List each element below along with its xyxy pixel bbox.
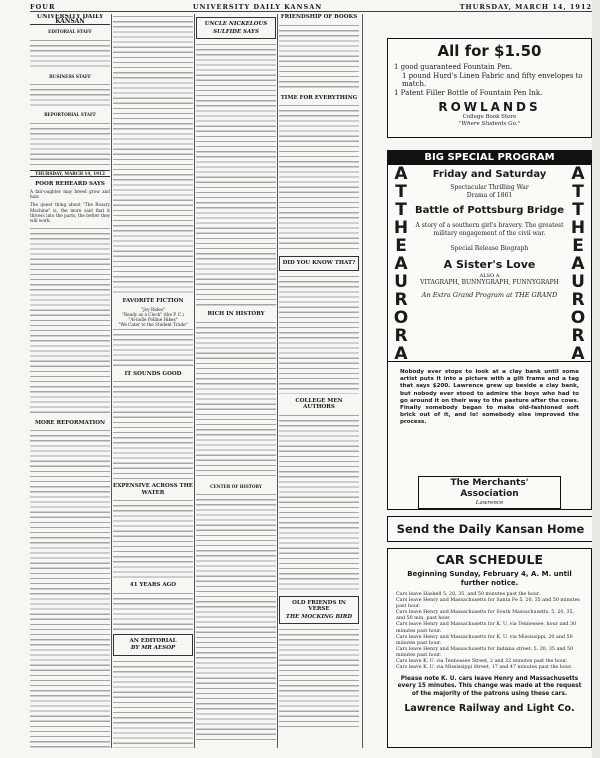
article-heading: DID YOU KNOW THAT?: [282, 260, 356, 266]
store-slogan: "Where Students Go.": [458, 120, 521, 127]
kansan-home-text: Send the Daily Kansan Home: [396, 522, 585, 536]
article-body: [196, 320, 276, 480]
dateline: THURSDAY, MARCH 14, 1912: [30, 170, 110, 177]
article-heading: OLD FRIENDS IN VERSE: [292, 599, 346, 612]
program-banner: BIG SPECIAL PROGRAM: [388, 151, 591, 165]
article-body: [279, 413, 359, 593]
aurora-letter-right: A: [571, 254, 585, 274]
aurora-vertical-right: [567, 164, 589, 364]
ad-item: 1 Patent Filler Bottle of Fountain Pen Ink.: [394, 88, 543, 97]
aurora-letter-left: A: [394, 344, 408, 364]
aurora-letter-left: A: [394, 254, 408, 274]
column-4: [279, 14, 359, 748]
aurora-letter-right: O: [570, 308, 586, 328]
article-text: The queer thing about "The Rosary Machine" is, the more said that it throws into the parts, the better they will work.: [30, 202, 110, 223]
article-body: [113, 591, 193, 631]
rowlands-ad: [387, 38, 592, 138]
aurora-vertical-left: [390, 164, 412, 364]
article-subheading: SULFIDE SAYS: [213, 28, 259, 35]
schedule-row: Cars leave Henry and Massachusetts for K. U. via Tennessee, hour and 30 minutes past hour.: [396, 622, 577, 634]
feature-box: [279, 256, 359, 271]
page-number: FOUR: [30, 2, 56, 11]
poem-title: THE MOCKING BIRD: [285, 613, 353, 620]
aurora-letter-right: H: [570, 218, 586, 238]
aurora-letter-left: R: [394, 290, 408, 310]
aurora-letter-right: R: [571, 290, 585, 310]
merchants-box: [418, 476, 561, 509]
article-body: [113, 379, 193, 479]
verse-box: [279, 596, 359, 625]
business-staff-list: [30, 82, 110, 108]
schedule-row: Cars leave K. U. via Tennessee Street, 2 and 32 minutes past the hour.: [396, 659, 568, 665]
aurora-letter-left: E: [395, 236, 407, 256]
reportorial-staff-list: [30, 121, 110, 167]
article-heading: TIME FOR EVERYTHING: [280, 94, 358, 101]
column-1: [30, 14, 110, 748]
program-line: VITAGRAPH, BUNNYGRAPH, FUNNYGRAPH: [420, 279, 559, 286]
article-heading: IT SOUNDS GOOD: [124, 370, 182, 377]
column-rule: [194, 14, 195, 748]
editorial-staff-heading: EDITORIAL STAFF: [48, 29, 92, 35]
aurora-letter-right: A: [571, 344, 585, 364]
store-sub: College Book Store: [462, 114, 517, 120]
aurora-letter-right: E: [572, 236, 584, 256]
article-heading: POOR REHEARD SAYS: [35, 180, 105, 187]
program-days: Friday and Saturday: [432, 169, 547, 180]
merchants-city: Lawrence: [475, 500, 504, 506]
railway-company: Lawrence Railway and Light Co.: [404, 702, 575, 714]
feature-description: A story of a southern girl's bravery. The greatest military engagement of the civil war.: [415, 222, 564, 237]
aurora-letter-left: O: [393, 308, 409, 328]
aurora-letter-left: H: [393, 218, 409, 238]
feature-title: Battle of Pottsburg Bridge: [415, 205, 564, 216]
fiction-item: "Ready as a Clock" (the P. C.): [122, 311, 184, 317]
article-heading: UNCLE NICKELOUS: [204, 21, 268, 27]
feature-box: [196, 17, 276, 39]
fiction-item: "Joy Rides": [141, 306, 165, 312]
page-edge: [592, 0, 600, 758]
aurora-letter-left: T: [395, 182, 407, 202]
aurora-letter-right: T: [572, 200, 584, 220]
program-line: ALSO A: [479, 272, 500, 279]
schedule-start: Beginning Sunday, February 4, A. M. until further notice.: [407, 570, 572, 587]
column-rule: [277, 14, 278, 748]
article-byline: BY MR AESOP: [130, 645, 176, 652]
page-date: THURSDAY, MARCH 14, 1912: [459, 2, 592, 11]
business-staff-heading: BUSINESS STAFF: [49, 73, 91, 79]
ad-item: 1 pound Hurd's Linen Fabric and fifty envelopes to match.: [402, 71, 583, 88]
editorial-staff-list: [30, 38, 110, 70]
reportorial-staff-heading: REPORTORIAL STAFF: [44, 112, 96, 118]
schedule-note: Please note K. U. cars leave Henry and Massachusetts every 15 minutes. This change was made at the request of the majority of the patrons using these cars.: [397, 676, 582, 697]
masthead: UNIVERSITY DAILY KANSAN: [30, 14, 110, 25]
aurora-letter-left: R: [394, 326, 408, 346]
schedule-row: Cars leave Henry and Massachusetts for Santa Fe 5, 20, 35 and 50 minutes past hour.: [396, 598, 580, 610]
article-body: [30, 428, 110, 748]
aurora-letter-right: A: [571, 164, 585, 184]
column-2: [113, 14, 193, 748]
article-heading: EXPENSIVE ACROSS THE WATER: [113, 483, 193, 496]
merchants-text: Nobody ever stops to look at a clay bank until some artist puts it into a picture with a gilt frame and a tag that says $200. Lawrence grew up beside a clay bank, but nobody ever stood to admire the boys who had to go around it on their way to the pasture after the cows. Finally somebody began to make old-fashioned soft brick out of it, and lo! somebody else improved the process.: [400, 369, 579, 426]
store-name: ROWLANDS: [438, 100, 541, 114]
article-text: A fair-oughter may breed grow and hair.: [30, 189, 110, 200]
schedule-title: CAR SCHEDULE: [435, 552, 544, 567]
article-heading: 41 YEARS AGO: [129, 582, 177, 589]
paper-name: UNIVERSITY DAILY KANSAN: [192, 2, 323, 11]
page-header: [30, 2, 592, 12]
editorial-box: [113, 634, 193, 656]
program-line: An Extra Grand Program at THE GRAND: [421, 290, 558, 299]
aurora-letter-right: R: [571, 326, 585, 346]
poem-body: [279, 627, 359, 727]
schedule-row: Cars leave Henry and Massachusetts for Indiana street, 5, 20, 35 and 50 minutes past hour.: [396, 646, 574, 658]
article-heading: COLLEGE MEN AUTHORS: [295, 397, 343, 410]
schedule-row: Cars leave K. U. via Mississippi Street, 17 and 47 minutes past the hour.: [396, 665, 573, 671]
article-subheading: CENTER OF HISTORY: [210, 483, 262, 489]
article-heading: MORE REFORMATION: [34, 419, 106, 426]
aurora-letter-left: A: [394, 164, 408, 184]
article-body: [113, 498, 193, 578]
kansan-home-ad: [387, 516, 594, 542]
article-body: [279, 274, 359, 394]
fiction-item: "We Cater to the Student Trade": [118, 321, 188, 327]
aurora-letter-left: U: [394, 272, 408, 292]
aurora-ad: [387, 150, 592, 510]
aurora-letter-right: U: [571, 272, 585, 292]
ad-item: 1 good guaranteed Fountain Pen.: [394, 63, 513, 71]
program-listing: [414, 167, 565, 299]
article-body: [279, 103, 359, 253]
schedule-row: Cars leave Henry and Massachusetts for South Massachusetts, 5, 20, 35, and 50 min. past hour.: [396, 610, 575, 622]
program-line: Spectacular Thrilling War: [450, 184, 529, 191]
program-line: Drama of 1861: [466, 191, 513, 199]
aurora-letter-right: T: [572, 182, 584, 202]
article-body: [196, 42, 276, 307]
schedule-row: Cars leave Haskell 5, 20, 35, and 50 minutes past the hour.: [396, 592, 541, 597]
article-heading: FAVORITE FICTION: [122, 298, 184, 304]
fiction-item: "Al-nolle Polline Hikes": [128, 316, 178, 322]
article-body: [30, 226, 110, 416]
article-heading: RICH IN HISTORY: [207, 311, 265, 317]
merchants-name: The Merchants' Association: [450, 478, 529, 499]
program-line: Special Release Biograph: [450, 245, 529, 252]
ad-title: All for $1.50: [437, 42, 542, 60]
article-body: [113, 327, 193, 367]
car-schedule-ad: [387, 548, 592, 748]
aurora-letter-left: T: [395, 200, 407, 220]
article-body: [196, 492, 276, 742]
column-rule: [362, 14, 363, 748]
article-heading: AN EDITORIAL: [129, 637, 177, 644]
article-body: [113, 14, 193, 294]
article-heading: FRIENDSHIP OF BOOKS: [280, 14, 358, 20]
column-3: [196, 14, 276, 748]
article-body: [113, 659, 193, 748]
schedule-row: Cars leave Henry and Massachusetts for K. U. via Mississippi, 20 and 50 minutes past hour.: [396, 634, 573, 646]
article-body: [279, 23, 359, 91]
feature-title: A Sister's Love: [443, 257, 536, 271]
column-rule: [111, 14, 112, 748]
